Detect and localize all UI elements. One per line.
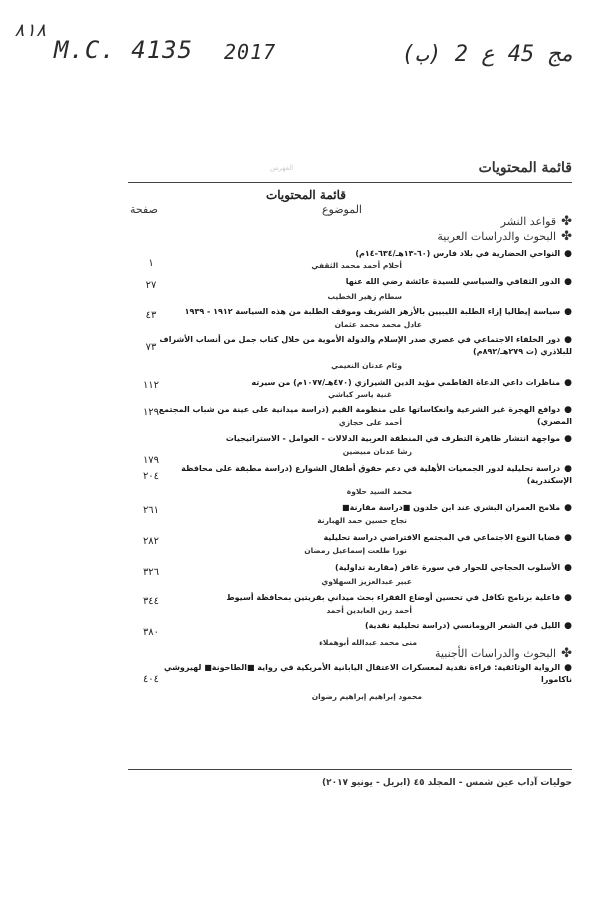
entry-page: ٢٨٢	[142, 536, 160, 547]
bullet-icon: ●	[564, 464, 572, 474]
section-foreign-label: البحوث والدراسات الأجنبية	[435, 647, 557, 660]
entry-title: ●النواحي الحضارية في بلاد فارس (٦٠-١٣هـ/٦٣٤-١٤م)	[355, 249, 572, 259]
entry-author: نجاح حسين حمد الهبارنة	[317, 516, 407, 525]
entry-author: وئام عدنان النعيمي	[331, 361, 402, 370]
entry-page: ١١٢	[142, 380, 160, 391]
entry-page: ٣٤٤	[142, 596, 160, 607]
bullet-icon: ●	[564, 249, 572, 259]
entry-page: ٤٠٤	[142, 674, 160, 685]
entry-page: ٢٦١	[142, 505, 160, 516]
handwritten-ref-right: مج 45 ع 2 (ب)	[401, 42, 574, 67]
entry-page: ٣٨٠	[142, 627, 160, 638]
section-marker-icon: ✤	[561, 214, 572, 229]
bullet-icon: ●	[564, 405, 572, 415]
entry-author: أحلام أحمد محمد الثقفي	[311, 261, 402, 270]
handwritten-year: 2017	[224, 40, 277, 64]
topic-column-header: الموضوع	[321, 203, 362, 216]
page-column-header: صفحة	[130, 203, 158, 216]
bullet-icon: ●	[564, 378, 572, 388]
entry-page: ٤٣	[145, 310, 157, 321]
section-marker-icon: ✤	[561, 646, 572, 661]
entry-page: ٢٠٤	[142, 471, 160, 482]
entry-page: ١	[148, 258, 154, 269]
bullet-icon: ●	[564, 663, 572, 673]
entry-title: ●دراسة تحليلية لدور الجمعيات الأهلية في دعم حقوق أطفال الشوارع (دراسة مطبقة على محافظة الإسكندرية)	[181, 464, 572, 485]
entry-page: ١٢٩	[142, 407, 160, 418]
entry-title: ●دوافع الهجرة غير الشرعية وانعكاساتها على منظومة القيم (دراسة ميدانية على عينة من شباب المجتمع المصري)	[158, 405, 572, 426]
entry-author: عادل محمد محمد عثمان	[334, 320, 422, 329]
entry-author: محمود إبراهيم إبراهيم رضوان	[311, 692, 422, 701]
entry-title: ●الدور الثقافي والسياسي للسيدة عائشة رضي الله عنها	[345, 277, 572, 287]
section-marker-icon: ✤	[561, 229, 572, 244]
toc-heading: قائمة المحتويات	[265, 188, 347, 202]
entry-author: عبير عبدالعزيز السهلاوي	[321, 577, 412, 586]
bullet-icon: ●	[564, 503, 572, 513]
bullet-icon: ●	[564, 277, 572, 287]
journal-footer: حوليات آداب عين شمس - المجلد ٤٥ (ابريل - يونيو ٢٠١٧)	[321, 778, 572, 788]
bullet-icon: ●	[564, 533, 572, 543]
entry-title: ●قضايا النوع الاجتماعي في المجتمع الافتراضي دراسة تحليلية	[323, 533, 572, 543]
entry-title: ●الرواية الوثائقية: قراءة نقدية لمعسكرات الاعتقال اليابانية الأمريكية في رواية ■الطاحونة■ لهيروشي ناكامورا	[163, 663, 572, 684]
entry-page: ٣٢٦	[142, 567, 160, 578]
entry-author: أحمد على حجازي	[338, 418, 402, 427]
entry-title: ●مناظرات داعي الدعاة الفاطمي مؤيد الدين الشيرازي (٤٧٠هـ/١٠٧٧م) من سيرته	[251, 378, 572, 388]
footer-rule	[128, 769, 572, 770]
entry-page: ٢٧	[145, 280, 157, 291]
entry-author: منى محمد عبدالله أبوهملاء	[319, 638, 417, 647]
entry-page: ٧٣	[145, 342, 157, 353]
entry-author: محمد السيد حلاوة	[346, 487, 412, 496]
header-rule	[128, 182, 572, 183]
entry-author: أحمد زين العابدين أحمد	[326, 606, 412, 615]
entry-title: ●فاعلية برنامج تكافل في تحسين أوضاع الفقراء بحث ميداني بقريتين بمحافظة أسيوط	[226, 593, 572, 603]
bullet-icon: ●	[564, 307, 572, 317]
entry-title: ●الليل في الشعر الرومانسي (دراسة تحليلية نقدية)	[365, 621, 572, 631]
entry-title: ●سياسة إيطاليا إزاء الطلبة الليبيين بالأزهر الشريف وموقف الطلبة من هذه السياسة ١٩١٢ - ١٩٣٩	[184, 307, 572, 317]
entry-title: ●ملامح العمران البشري عند ابن خلدون ■دراسة مقارنة■	[342, 503, 572, 513]
entry-title: ●دور الخلفاء الاجتماعي في عصري صدر الإسلام والدولة الأموية من خلال كتاب جمل من أنساب الأشراف للبلاذري (ت ٢٧٩هـ/٨٩٢م)	[159, 335, 572, 356]
section-arabic-label: البحوث والدراسات العربية	[437, 230, 557, 243]
section-foreign	[435, 646, 572, 661]
entry-author: نورا طلعت إسماعيل رمضان	[304, 546, 407, 555]
bullet-icon: ●	[564, 563, 572, 573]
entry-page: ١٧٩	[142, 455, 160, 466]
faint-background-text: الفهرس	[270, 164, 294, 172]
entry-title: ●الأسلوب الحجاجي للحوار في سورة غافر (مقاربة تداولية)	[335, 563, 572, 573]
entry-author: رشا عدنان مبيضين	[342, 447, 412, 456]
section-arabic	[437, 229, 572, 244]
bullet-icon: ●	[564, 335, 572, 345]
handwritten-annotation	[14, 22, 604, 82]
section-rules-label: قواعد النشر	[500, 215, 557, 228]
bullet-icon: ●	[564, 621, 572, 631]
entry-author: غنية ياسر كباشي	[328, 390, 392, 399]
entry-title: ●مواجهة انتشار ظاهرة التطرف في المنطقة العربية الدلالات - العوامل - الاستراتيجيات	[225, 434, 572, 444]
bullet-icon: ●	[564, 593, 572, 603]
handwritten-ref-left: ٨١٨	[14, 20, 47, 41]
bullet-icon: ●	[564, 434, 572, 444]
handwritten-code: M.C. 4135	[54, 36, 194, 64]
running-title: قائمة المحتويات	[478, 160, 572, 176]
section-rules	[501, 214, 572, 229]
entry-author: سطام زهير الخطيب	[327, 292, 402, 301]
